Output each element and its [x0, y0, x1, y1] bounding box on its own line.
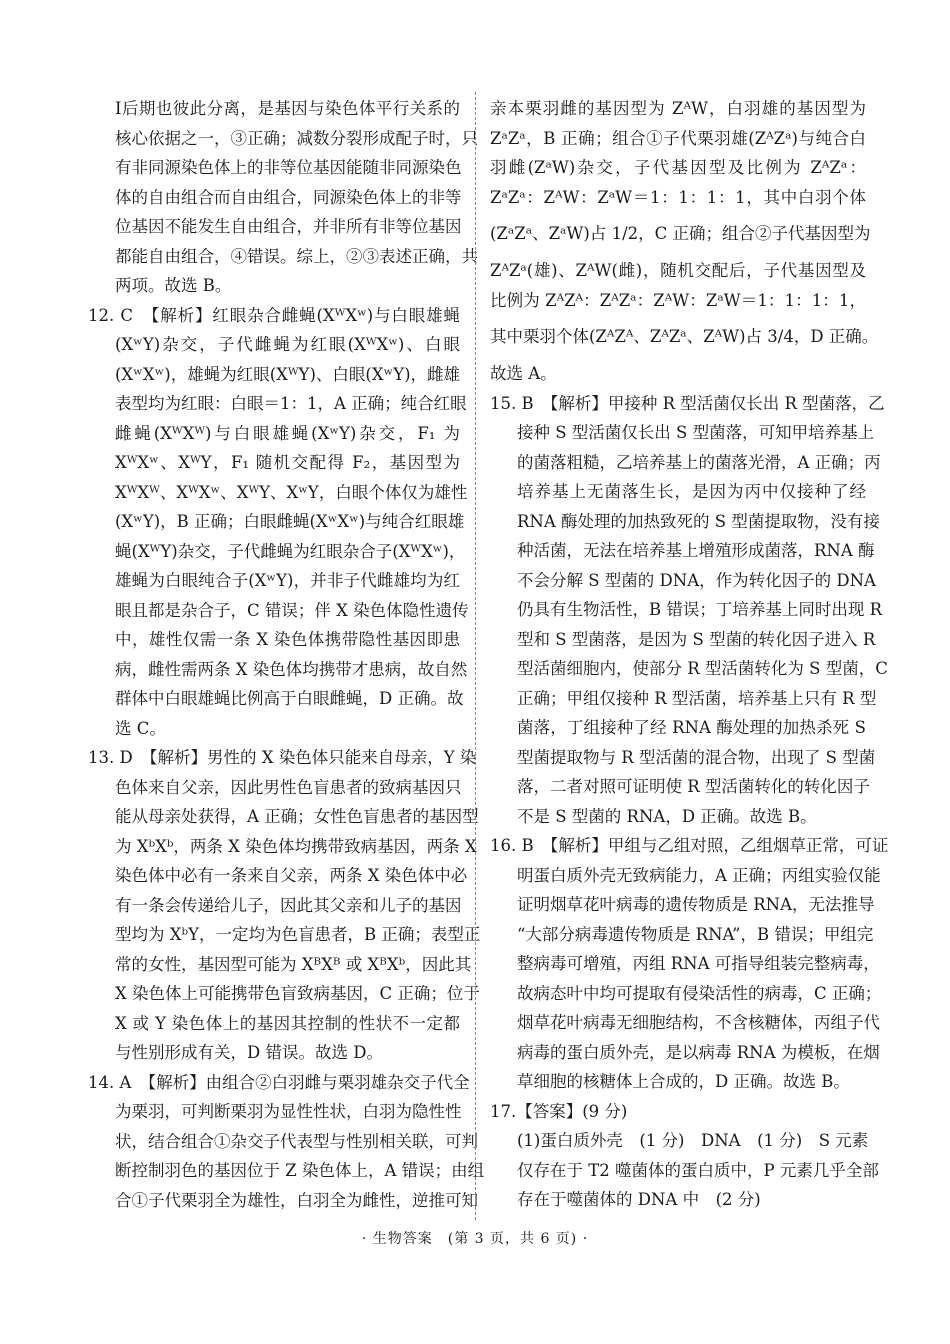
text-line: X 或 Y 染色体上的基因其控制的性状不一定都: [115, 1013, 460, 1033]
text-line: 核心依据之一，③正确；减数分裂形成配子时，只: [115, 128, 478, 148]
text-line: X 染色体上可能携带色盲致病基因，C 正确；位于: [115, 984, 480, 1003]
text-line: 状，结合组合①杂交子代表型与性别相关联，可判: [115, 1131, 478, 1151]
text-line: 不是 S 型菌的 RNA，D 正确。故选 B。: [517, 806, 817, 826]
text-line: 型菌提取物与 R 型活菌的混合物，出现了 S 型菌: [517, 747, 876, 767]
column-divider: [475, 92, 476, 1220]
text-line: 都能自由组合，④错误。综上，②③表述正确，共: [115, 246, 478, 266]
text-line: 17.【答案】(9 分): [490, 1101, 628, 1121]
right-column: [490, 94, 889, 1215]
text-line: 群体中白眼雄蝇比例高于白眼雌蝇，D 正确。故: [115, 689, 464, 708]
text-line: 位基因不能发生自由组合，并非所有非等位基因: [115, 217, 462, 236]
text-line: 表型均为红眼：白眼＝1：1，A 正确；纯合红眼: [115, 394, 467, 413]
text-line: 染色体中必有一条来自父亲，两条 X 染色体中必: [115, 866, 468, 885]
text-line: 型均为 XᵇY，一定均为色盲患者，B 正确；表型正: [115, 925, 481, 944]
text-line: 雄蝇为白眼纯合子(XʷY)，并非子代雌雄均为红: [115, 571, 460, 590]
text-line: 病，雌性需两条 X 染色体均携带才患病，故自然: [115, 659, 468, 679]
text-line: 种活菌，无法在培养基上增殖形成菌落，RNA 酶: [517, 541, 875, 560]
text-line: 羽雌(ZᵃW)杂交，子代基因型及比例为 ZᴬZᵃ：: [490, 158, 866, 177]
text-line: 中，雄性仅需一条 X 染色体携带隐性基因即患: [115, 630, 460, 649]
text-line: ZᴬZᵃ(雄)、ZᴬW(雌)，随机交配后，子代基因型及: [490, 261, 866, 280]
text-line: 落，二者对照可证明使 R 型活菌转化的转化因子: [517, 777, 870, 796]
text-line: 12. C 【解析】红眼杂合雌蝇(XᵂXʷ)与白眼雄蝇: [88, 305, 460, 325]
text-line: XᵂXᵂ、XᵂXʷ、XᵂY、XʷY，白眼个体仅为雄性: [115, 482, 468, 502]
text-line: 体的自由组合而自由组合，同源染色体上的非等: [115, 187, 462, 207]
text-line: (1)蛋白质外壳 (1 分) DNA (1 分) S 元素: [517, 1131, 869, 1150]
text-line: 的菌落粗糙，乙培养基上的菌落光滑，A 正确；丙: [517, 452, 881, 472]
text-line: 雌蝇(XᵂXᵂ)与白眼雄蝇(XʷY)杂交，F₁ 为: [115, 423, 460, 443]
text-line: 培养基上无菌落生长，是因为丙中仅接种了经: [517, 482, 866, 501]
text-line: ZᵃZᵃ：ZᴬW：ZᵃW＝1：1：1：1，其中白羽个体: [490, 187, 866, 207]
text-line: 明蛋白质外壳无致病能力，A 正确；丙组实验仅能: [517, 865, 881, 885]
text-line: 菌落，丁组接种了经 RNA 酶处理的加热杀死 S: [517, 718, 866, 737]
text-line: ZᵃZᵃ，B 正确；组合①子代栗羽雄(ZᴬZᵃ)与纯合白: [490, 128, 866, 148]
text-line: (ZᵃZᵃ、ZᵃW)占 1/2，C 正确；组合②子代基因型为: [490, 224, 871, 243]
text-line: 比例为 ZᴬZᴬ：ZᴬZᵃ：ZᴬW：ZᵃW＝1：1：1：1，: [490, 290, 866, 310]
text-line: 草细胞的核糖体上合成的，D 正确。故选 B。: [517, 1072, 850, 1091]
text-line: “大部分病毒遗传物质是 RNA”，B 错误；甲组完: [517, 924, 874, 944]
text-line: 两项。故选 B。: [115, 276, 232, 295]
text-line: 蝇(XᵂY)杂交，子代雌蝇为红眼杂合子(XᵂXʷ)，: [115, 541, 466, 561]
text-line: 型活菌细胞内，使部分 R 型活菌转化为 S 型菌，C: [517, 659, 888, 678]
text-line: 常的女性，基因型可能为 XᴮXᴮ 或 XᴮXᵇ，因此其: [115, 954, 472, 974]
text-line: 整病毒可增殖，丙组 RNA 可指导组装完整病毒，: [517, 954, 880, 973]
text-line: 仍具有生物活性，B 错误；丁培养基上同时出现 R: [517, 600, 883, 619]
text-line: 故选 A。: [490, 364, 557, 383]
text-line: 15. B 【解析】甲接种 R 型活菌仅长出 R 型菌落，乙: [490, 393, 885, 413]
text-line: 亲本栗羽雌的基因型为 ZᴬW，白羽雄的基因型为: [490, 99, 866, 118]
text-line: 故病态叶中均可提取有侵染活性的病毒，C 正确；: [517, 983, 882, 1003]
text-line: 为栗羽，可判断栗羽为显性性状，白羽为隐性性: [115, 1102, 462, 1121]
text-line: 眼且都是杂合子，C 错误；伴 X 染色体隐性遗传: [115, 600, 469, 620]
text-line: 烟草花叶病毒无细胞结构，不含核糖体，丙组子代: [517, 1013, 880, 1032]
text-line: 选 C。: [115, 718, 166, 738]
text-line: 有一条会传递给儿子，因此其父亲和儿子的基因: [115, 895, 462, 915]
text-line: 型和 S 型菌落，是因为 S 型菌的转化因子进入 R: [517, 629, 876, 649]
text-line: 其中栗羽个体(ZᴬZᴬ、ZᴬZᵃ、ZᴬW)占 3/4，D 正确。: [490, 327, 879, 346]
text-line: 证明烟草花叶病毒的遗传物质是 RNA，无法推导: [517, 895, 875, 914]
text-line: 为 XᵇXᵇ，两条 X 染色体均携带致病基因，两条 X: [115, 836, 477, 856]
text-line: XᵂXʷ、XᵂY，F₁ 随机交配得 F₂，基因型为: [115, 453, 460, 472]
text-line: 有非同源染色体上的非等位基因能随非同源染色: [115, 158, 462, 177]
text-line: 断控制羽色的基因位于 Z 染色体上，A 错误；由组: [115, 1161, 485, 1180]
text-line: 色体来自父亲，因此男性色盲患者的致病基因只: [115, 777, 462, 797]
text-line: 接种 S 型活菌仅长出 S 型菌落，可知甲培养基上: [517, 423, 875, 442]
text-line: (XʷY)，B 正确；白眼雌蝇(XʷXʷ)与纯合红眼雄: [115, 512, 465, 531]
text-line: 不会分解 S 型菌的 DNA，作为转化因子的 DNA: [517, 570, 876, 590]
text-line: (XʷXʷ)，雄蝇为红眼(XᵂY)、白眼(XʷY)，雌雄: [115, 364, 461, 384]
text-line: 合①子代栗羽全为雄性，白羽全为雌性，逆推可知: [115, 1190, 478, 1210]
text-line: 病毒的蛋白质外壳，是以病毒 RNA 为模板，在烟: [517, 1042, 880, 1062]
left-column: [88, 94, 485, 1215]
text-line: Ⅰ后期也彼此分离，是基因与染色体平行关系的: [115, 99, 460, 118]
text-line: 存在于噬菌体的 DNA 中 (2 分): [517, 1190, 761, 1209]
text-line: 14. A 【解析】由组合②白羽雌与栗羽雄杂交子代全: [88, 1072, 470, 1092]
text-line: 正确；甲组仅接种 R 型活菌，培养基上只有 R 型: [517, 688, 877, 708]
text-line: 16. B 【解析】甲组与乙组对照，乙组烟草正常，可证: [490, 836, 889, 855]
text-line: 能从母亲处获得，A 正确；女性色盲患者的基因型: [115, 807, 479, 826]
text-line: 13. D 【解析】男性的 X 染色体只能来自母亲，Y 染: [88, 748, 477, 767]
text-line: 仅存在于 T2 噬菌体的蛋白质中，P 元素几乎全部: [517, 1160, 879, 1180]
text-line: 与性别形成有关，D 错误。故选 D。: [115, 1043, 383, 1062]
page-footer: · 生物答案 (第 3 页，共 6 页) ·: [361, 1231, 589, 1247]
text-line: RNA 酶处理的加热致死的 S 型菌提取物，没有接: [517, 511, 880, 531]
text-line: (XʷY)杂交，子代雌蝇为红眼(XᵂXʷ)、白眼: [115, 335, 460, 354]
